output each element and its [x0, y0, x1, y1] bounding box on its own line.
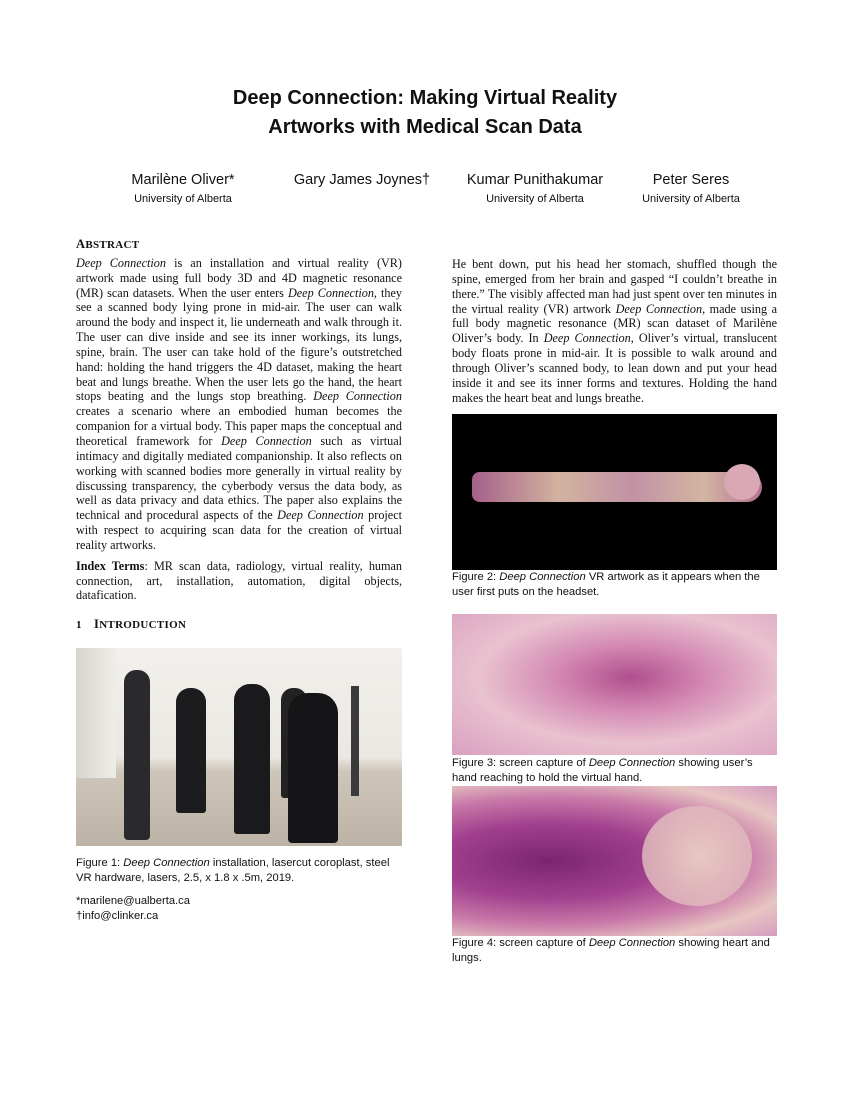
figure-2-image — [452, 414, 777, 570]
italic-text: Deep Connection — [543, 331, 631, 346]
paper-title — [0, 84, 850, 142]
heading-initial: A — [76, 237, 86, 251]
text-segment: , they see a scanned body lying prone in mid-air. The user can walk around the body and inspect it, lie underneath and walk through it. The user can dive inside and see its inner workings, its lungs, spine, brain. The user can take hold of the figure’s outstretched hand: holding the hand triggers the 4D dataset, making the heart beat and lungs breathe. When the user lets go the hand, the heart stops beating and the lungs stop breathing. — [76, 285, 403, 404]
author — [83, 170, 283, 208]
author — [262, 170, 462, 190]
text-segment: creates a scenario where an embodied human becomes the companion for a virtual body. This paper maps the conceptual and theoretical framework for — [76, 404, 402, 448]
text-segment: Figure 1: — [76, 857, 124, 869]
text-segment: Figure 3: screen capture of — [452, 757, 589, 769]
figure-2-caption — [452, 570, 777, 600]
text-segment: , Oliver’s virtual, translucent body floats prone in mid-air. It is possible to walk around and through Oliver’s scanned body, to lean down and put your head inside it and see its inner forms and textures. Holding the hand makes the heart beat and lungs breathe. — [452, 331, 778, 405]
text-segment: showing heart and lungs. — [452, 937, 770, 964]
text-segment: such as virtual intimacy and digitally mediated companionship. It also reflects on working with scanned bodies more generally in virtual reality by discussing transparency, the cyberbody versus the data body, as well as data privacy and data ethics. The paper also explains the technical and procedural aspects of the — [76, 433, 402, 523]
abstract-text — [76, 256, 402, 553]
figure-4-caption — [452, 936, 777, 966]
text-segment: installation, lasercut coroplast, steel VR hardware, lasers, 2.5, x 1.8 x .5m, 2019. — [76, 857, 390, 884]
italic-text: Deep Connection — [499, 571, 586, 583]
footnote: *marilene@ualberta.ca — [76, 895, 190, 907]
heading-rest: NTRODUCTION — [99, 619, 187, 632]
abstract-heading — [76, 237, 402, 253]
text-segment: project with respect to acquiring scan data for the creation of virtual reality artworks. — [76, 508, 403, 552]
text-segment: , made using a full body magnetic resonance (MR) scan dataset of Marilène Oliver’s body. In — [452, 301, 778, 346]
italic-text: Deep Connection — [588, 757, 676, 769]
author-name: Peter Seres — [652, 172, 730, 188]
figure-1-image — [76, 648, 402, 846]
footnote: †info@clinker.ca — [76, 910, 159, 922]
author-name: Marilène Oliver* — [131, 172, 235, 188]
italic-text: Deep Connection — [615, 301, 703, 316]
author-name: Gary James Joynes† — [293, 172, 431, 188]
figure-3-image — [452, 614, 777, 755]
section-heading-introduction — [76, 617, 402, 633]
text-segment: VR artwork as it appears when the user first puts on the headset. — [452, 571, 760, 598]
italic-text: Deep Connection — [313, 389, 402, 404]
section-number: 1 — [76, 619, 82, 632]
italic-text: Deep Connection — [123, 857, 210, 869]
author-affiliation: University of Alberta — [642, 193, 740, 205]
index-terms-text: : MR scan data, radiology, virtual reality, human connection, art, installation, automation, digital objects, datafication. — [76, 558, 402, 603]
author — [591, 170, 791, 208]
italic-text: Deep Connection — [277, 508, 364, 523]
text-segment: Figure 4: screen capture of — [452, 937, 589, 949]
text-segment: is an installation and virtual reality (VR) artwork made using full body 3D and 4D magnetic resonance (MR) scan datasets. When the user enters — [76, 255, 402, 300]
italic-text: Deep Connection — [221, 433, 312, 448]
italic-text: Deep Connection — [287, 285, 374, 300]
figure-3-caption — [452, 756, 777, 786]
figure-1-caption — [76, 856, 406, 886]
index-terms-label: Index Terms — [76, 558, 145, 573]
text-segment: He bent down, put his head her stomach, shuffled though the spine, emerged from her brain and gasped “I couldn’t breathe in there.” The visibly affected man had just spent over ten minutes in the virtual reality (VR) artwork — [452, 257, 777, 316]
text-segment: showing user’s hand reaching to hold the virtual hand. — [452, 757, 753, 784]
heading-rest: BSTRACT — [85, 239, 140, 251]
title-line: Deep Connection: Making Virtual Reality — [232, 87, 618, 109]
heading-initial: I — [94, 617, 100, 632]
introduction-text — [452, 257, 777, 405]
text-segment: Figure 2: — [452, 571, 500, 583]
author-name: Kumar Punithakumar — [466, 172, 604, 188]
author-affiliation: University of Alberta — [134, 193, 232, 205]
title-line: Artworks with Medical Scan Data — [268, 116, 582, 138]
author-affiliation: University of Alberta — [486, 193, 584, 205]
figure-4-image — [452, 786, 777, 936]
italic-text: Deep Connection — [76, 255, 166, 270]
index-terms — [76, 559, 402, 604]
italic-text: Deep Connection — [588, 937, 676, 949]
